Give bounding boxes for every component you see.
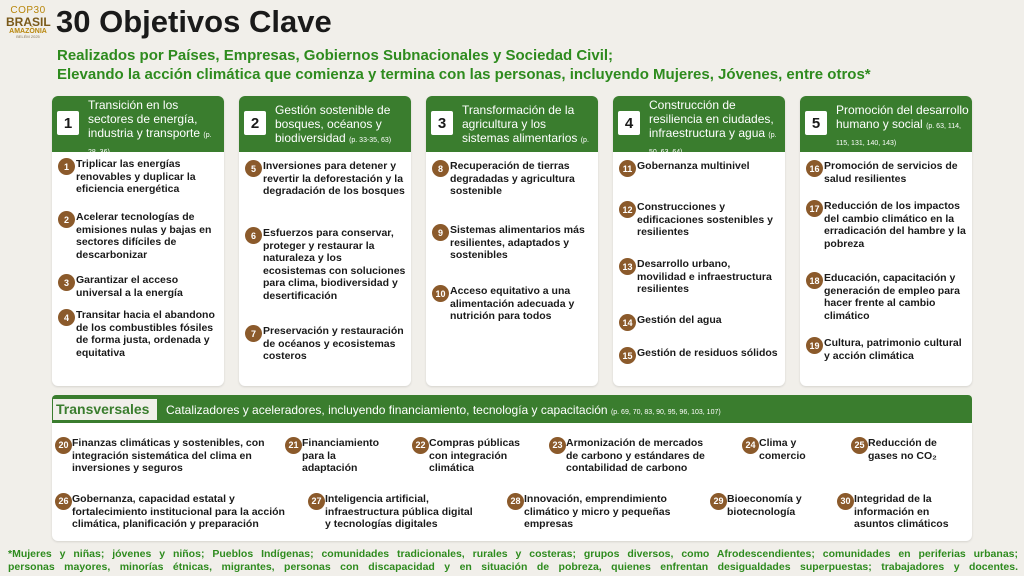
transversal-item — [58, 437, 272, 475]
objective-text: Triplicar las energías renovables y duplicar la eficiencia energética — [76, 158, 196, 196]
objective-text: Compras públicas con integración climática — [429, 437, 521, 475]
objective-text: Financiamiento para la adaptación — [302, 437, 380, 475]
objective-text: Integridad de la información en asuntos climáticos — [854, 493, 949, 531]
objective-text: Esfuerzos para conservar, proteger y restaurar la naturaleza y los ecosistemas con soluciones para clima, biodiversidad y desertificación — [263, 227, 406, 302]
axis-pages: (p. 28, 55, 63) — [462, 137, 589, 161]
transversales-title: Catalizadores y aceleradores, incluyendo financiamiento, tecnología y capacitación (p. 69, 70, 83, 90, 95, 96, 103, 107) — [166, 403, 721, 417]
transversal-item — [415, 437, 537, 475]
objective-text: Reducción de gases no CO₂ — [868, 437, 937, 462]
objective-text: Gestión del agua — [637, 314, 722, 326]
transversales-pages: (p. 69, 70, 83, 90, 95, 96, 103, 107) — [610, 409, 721, 416]
objective-text: Desarrollo urbano, movilidad e infraestructura resilientes — [637, 258, 772, 296]
objective-text: Clima y comercio — [759, 437, 806, 462]
objective-number: 17 — [806, 200, 823, 217]
axis-number: 4 — [618, 111, 640, 135]
transversal-item — [510, 493, 692, 531]
axis-pages: (p. 50, 63, 64) — [649, 132, 777, 156]
objective-number: 29 — [710, 493, 727, 510]
objective-number: 28 — [507, 493, 524, 510]
objective-text: Cultura, patrimonio cultural y acción climática — [824, 337, 962, 362]
objective-text: Inteligencia artificial, infraestructura pública digital y tecnologías digitales — [325, 493, 473, 531]
objective-number: 19 — [806, 337, 823, 354]
page-title: 30 Objetivos Clave — [56, 4, 332, 39]
transversal-item — [288, 437, 392, 475]
axis-number: 3 — [431, 111, 453, 135]
axis-header — [426, 96, 598, 161]
objective-text: Bioeconomía y biotecnología — [727, 493, 802, 518]
axis-title: Construcción de resiliencia en ciudades, infraestructura y agua (p. 50, 63, 64) — [649, 98, 777, 156]
objective-text: Gestión de residuos sólidos — [637, 347, 778, 359]
transversal-item — [745, 437, 823, 462]
objective-number: 9 — [432, 224, 449, 241]
objective-number: 6 — [245, 227, 262, 244]
axis-card-4 — [613, 96, 785, 386]
objective-text: Preservación y restauración de océanos y ecosistemas costeros — [263, 325, 404, 363]
objective-text: Acceso equitativo a una alimentación adecuada y nutrición para todos — [450, 285, 575, 323]
objective-number: 14 — [619, 314, 636, 331]
axis-number: 5 — [805, 111, 827, 135]
objective-text: Inversiones para detener y revertir la deforestación y la degradación de los bosques — [263, 160, 405, 198]
objective-number: 23 — [549, 437, 566, 454]
objective-text: Gobernanza multinivel — [637, 160, 750, 172]
axis-header — [52, 96, 224, 156]
objective-number: 2 — [58, 211, 75, 228]
transversal-item — [58, 493, 304, 531]
subtitle-line-1: Realizados por Países, Empresas, Gobiernos Subnacionales y Sociedad Civil; — [57, 47, 614, 64]
objective-number: 5 — [245, 160, 262, 177]
axis-card-1 — [52, 96, 224, 386]
objective-number: 16 — [806, 160, 823, 177]
axis-pages: (p. 33-35, 63) — [349, 137, 392, 144]
logo-line-2: BRASIL — [6, 15, 51, 29]
objective-text: Construcciones y edificaciones sostenibles y resilientes — [637, 201, 773, 239]
cop30-logo — [6, 6, 50, 39]
axis-card-3 — [426, 96, 598, 386]
axis-title: Gestión sostenible de bosques, océanos y biodiversidad (p. 33-35, 63) — [275, 103, 392, 145]
objective-text: Armonización de mercados de carbono y estándares de contabilidad de carbono — [566, 437, 705, 475]
axis-header — [613, 96, 785, 156]
objective-text: Transitar hacia el abandono de los combustibles fósiles de forma justa, ordenada y equitativa — [76, 309, 215, 359]
objective-number: 13 — [619, 258, 636, 275]
logo-line-3: AMAZÔNIA — [9, 28, 47, 35]
objective-number: 12 — [619, 201, 636, 218]
objective-number: 30 — [837, 493, 854, 510]
logo-line-4: BELÉM 2025 — [16, 34, 40, 39]
transversal-item — [552, 437, 716, 475]
objective-number: 24 — [742, 437, 759, 454]
objective-text: Gobernanza, capacidad estatal y fortalecimiento institucional para la acción climática, planificación y preparación — [72, 493, 285, 531]
objective-number: 22 — [412, 437, 429, 454]
transversal-item — [840, 493, 966, 531]
objective-number: 20 — [55, 437, 72, 454]
objective-number: 3 — [58, 274, 75, 291]
transversal-item — [713, 493, 819, 518]
axis-card-5 — [800, 96, 972, 386]
transversales-label: Transversales — [52, 398, 158, 421]
axis-number: 1 — [57, 111, 79, 135]
axis-card-2 — [239, 96, 411, 386]
objective-text: Sistemas alimentarios más resilientes, adaptados y sostenibles — [450, 224, 585, 262]
logo-line-1: COP30 — [10, 5, 46, 16]
objective-text: Innovación, emprendimiento climático y micro y pequeñas empresas — [524, 493, 671, 531]
axis-header — [800, 96, 972, 152]
transversal-item — [311, 493, 481, 531]
objective-number: 25 — [851, 437, 868, 454]
objective-number: 18 — [806, 272, 823, 289]
objective-text: Educación, capacitación y generación de empleo para hacer frente al cambio climático — [824, 272, 960, 322]
objective-text: Recuperación de tierras degradadas y agricultura sostenible — [450, 160, 575, 198]
objective-text: Reducción de los impactos del cambio climático en la erradicación del hambre y la pobreza — [824, 200, 966, 250]
objective-number: 21 — [285, 437, 302, 454]
objective-number: 27 — [308, 493, 325, 510]
objective-number: 4 — [58, 309, 75, 326]
footnote-line-2: personas mayores, minorías étnicas, migrantes, personas con discapacidad y en situación de pobreza, quienes enfrentan desigualdades superpuestas; trabajadores y docentes. — [8, 561, 1018, 573]
objective-text: Acelerar tecnologías de emisiones nulas y bajas en sectores difíciles de descarbonizar — [76, 211, 212, 261]
axis-header — [239, 96, 411, 152]
axis-number: 2 — [244, 111, 266, 135]
objective-number: 7 — [245, 325, 262, 342]
objective-text: Finanzas climáticas y sostenibles, con integración sistemática del clima en inversiones y seguros — [72, 437, 265, 475]
objective-number: 1 — [58, 158, 75, 175]
objective-text: Garantizar el acceso universal a la energía — [76, 274, 183, 299]
footnote-line-1: *Mujeres y niñas; jóvenes y niños; Pueblos Indígenas; comunidades tradicionales, rurales y costeras; grupos diversos, como Afrodescendientes; comunidades en periferias urbanas; — [8, 548, 1018, 560]
axis-title: Transformación de la agricultura y los sistemas alimentarios (p. 28, 55, 63) — [462, 103, 589, 161]
objective-text: Promoción de servicios de salud resilientes — [824, 160, 958, 185]
transversal-item — [854, 437, 960, 462]
objective-number: 26 — [55, 493, 72, 510]
objective-number: 11 — [619, 160, 636, 177]
axis-title: Transición en los sectores de energía, industria y transporte (p. 28, 36) — [88, 98, 212, 156]
objective-number: 8 — [432, 160, 449, 177]
subtitle-line-2: Elevando la acción climática que comienza y termina con las personas, incluyendo Mujeres, Jóvenes, entre otros* — [57, 66, 871, 83]
objective-number: 15 — [619, 347, 636, 364]
axis-pages: (p. 28, 36) — [88, 132, 212, 156]
axis-pages: (p. 63, 114, 115, 131, 140, 143) — [836, 123, 961, 147]
objective-number: 10 — [432, 285, 449, 302]
axis-title: Promoción del desarrollo humano y social (p. 63, 114, 115, 131, 140, 143) — [836, 103, 969, 147]
